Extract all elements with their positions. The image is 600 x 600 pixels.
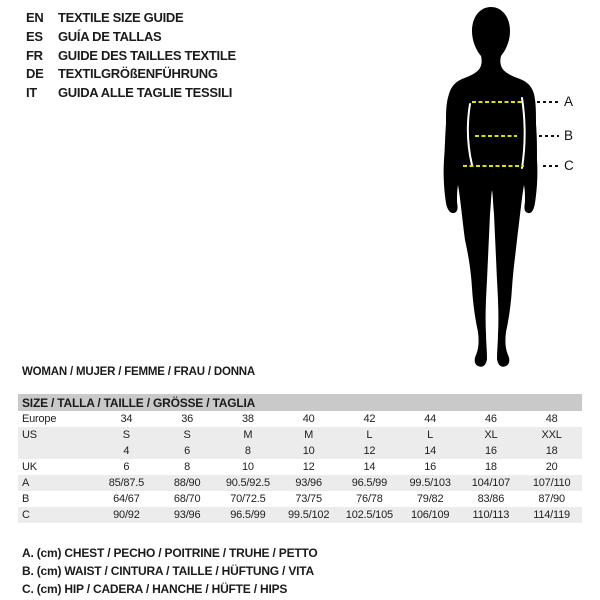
table-row bbox=[18, 459, 582, 475]
table-cell: 106/109 bbox=[410, 509, 450, 521]
table-cell: 85/87.5 bbox=[108, 477, 145, 489]
measurement-label: A bbox=[564, 94, 574, 109]
table-cell: 104/107 bbox=[471, 477, 511, 489]
table-cell: 68/70 bbox=[173, 493, 201, 505]
table-cell: 102.5/105 bbox=[345, 509, 393, 521]
row-label: UK bbox=[22, 461, 37, 473]
table-cell: 12 bbox=[363, 445, 376, 457]
table-row bbox=[18, 475, 582, 491]
section-title: WOMAN / MUJER / FEMME / FRAU / DONNA bbox=[22, 366, 256, 378]
legend-row: A. (cm) CHEST / PECHO / POITRINE / TRUHE / PETTO bbox=[22, 546, 318, 560]
table-cell: 83/86 bbox=[477, 493, 505, 505]
table-cell: XL bbox=[484, 429, 498, 441]
table-cell: 90.5/92.5 bbox=[225, 477, 270, 489]
language-title: TEXTILE SIZE GUIDE bbox=[58, 10, 184, 25]
table-cell: 73/75 bbox=[295, 493, 322, 505]
row-label: C bbox=[22, 509, 30, 521]
table-cell: 34 bbox=[120, 413, 133, 425]
table-cell: 38 bbox=[241, 413, 254, 425]
table-cell: 42 bbox=[363, 413, 376, 425]
table-cell: 79/82 bbox=[416, 493, 444, 505]
language-code: FR bbox=[26, 47, 43, 63]
table-cell: 18 bbox=[484, 461, 497, 473]
row-label: US bbox=[22, 429, 37, 441]
table-cell: 96.5/99 bbox=[230, 509, 266, 521]
table-row bbox=[18, 443, 582, 459]
table-cell: 4 bbox=[123, 445, 130, 457]
row-label bbox=[18, 443, 96, 459]
table-cell: 88/90 bbox=[173, 477, 201, 489]
table-cell: 46 bbox=[484, 413, 497, 425]
table-cell: 107/110 bbox=[532, 477, 571, 489]
language-code: EN bbox=[26, 10, 44, 25]
language-code: IT bbox=[26, 85, 37, 101]
table-cell: 36 bbox=[181, 413, 194, 425]
table-cell: 16 bbox=[424, 461, 437, 473]
table-cell: 99.5/103 bbox=[409, 477, 451, 489]
language-row bbox=[26, 47, 236, 66]
table-cell: 20 bbox=[545, 461, 558, 473]
table-cell: 93/96 bbox=[173, 509, 201, 521]
language-row bbox=[26, 84, 236, 103]
measurement-label: B bbox=[564, 128, 574, 143]
table-row bbox=[18, 491, 582, 507]
table-cell: M bbox=[304, 429, 314, 441]
table-cell: L bbox=[366, 429, 373, 441]
table-cell: 44 bbox=[424, 413, 437, 425]
language-title: GUÍA DE TALLAS bbox=[58, 28, 162, 44]
measurement-label: C bbox=[564, 158, 574, 173]
table-cell: 48 bbox=[545, 413, 558, 425]
table-cell: 93/96 bbox=[295, 477, 322, 489]
table-cell: 76/78 bbox=[356, 493, 383, 505]
size-table-header: SIZE / TALLA / TAILLE / GRÖSSE / TAGLIA bbox=[18, 394, 582, 411]
table-row bbox=[18, 427, 582, 443]
table-cell: 6 bbox=[123, 461, 130, 473]
table-cell: 6 bbox=[184, 445, 191, 457]
size-table bbox=[18, 394, 582, 523]
table-cell: 99.5/102 bbox=[288, 509, 330, 521]
row-label: A bbox=[22, 477, 30, 489]
language-code: ES bbox=[26, 28, 43, 44]
language-list bbox=[26, 9, 236, 103]
table-row bbox=[18, 507, 582, 523]
table-cell: 10 bbox=[241, 461, 254, 473]
table-cell: 16 bbox=[484, 445, 497, 457]
language-row bbox=[26, 9, 236, 28]
table-cell: M bbox=[243, 429, 253, 441]
table-cell: 70/72.5 bbox=[230, 493, 266, 505]
table-cell: 14 bbox=[424, 445, 437, 457]
table-cell: 14 bbox=[363, 461, 376, 473]
silhouette-body bbox=[444, 7, 538, 367]
table-cell: 96.5/99 bbox=[351, 477, 388, 489]
woman-silhouette-icon bbox=[425, 0, 600, 380]
table-cell: S bbox=[122, 429, 130, 441]
table-cell: 8 bbox=[244, 445, 251, 457]
language-title: GUIDE DES TAILLES TEXTILE bbox=[58, 47, 236, 63]
table-cell: 114/119 bbox=[533, 509, 570, 521]
legend-list bbox=[22, 544, 318, 598]
table-cell: 110/113 bbox=[472, 509, 510, 521]
language-title: TEXTILGRÖßENFÜHRUNG bbox=[58, 66, 218, 82]
size-table-body bbox=[18, 411, 582, 523]
table-cell: S bbox=[183, 429, 191, 441]
table-cell: XXL bbox=[541, 429, 562, 441]
table-cell: 90/92 bbox=[113, 509, 140, 521]
table-cell: L bbox=[427, 429, 434, 441]
table-cell: 18 bbox=[545, 445, 558, 457]
table-cell: 12 bbox=[302, 461, 315, 473]
table-cell: 8 bbox=[184, 461, 191, 473]
table-cell: 64/67 bbox=[113, 493, 140, 505]
table-cell: 10 bbox=[302, 445, 315, 457]
size-guide-figure bbox=[425, 0, 600, 380]
table-cell: 87/90 bbox=[538, 493, 565, 505]
legend-row: C. (cm) HIP / CADERA / HANCHE / HÜFTE / HIPS bbox=[22, 582, 288, 596]
row-label: Europe bbox=[22, 413, 57, 425]
table-row bbox=[18, 411, 582, 427]
language-code: DE bbox=[26, 66, 44, 82]
language-row bbox=[26, 65, 236, 84]
row-label: B bbox=[22, 493, 30, 505]
table-cell: 40 bbox=[302, 413, 315, 425]
language-row bbox=[26, 28, 236, 47]
legend-row: B. (cm) WAIST / CINTURA / TAILLE / HÜFTUNG / VITA bbox=[22, 564, 314, 578]
language-title: GUIDA ALLE TAGLIE TESSILI bbox=[58, 85, 233, 101]
size-table-header-row bbox=[18, 394, 582, 411]
